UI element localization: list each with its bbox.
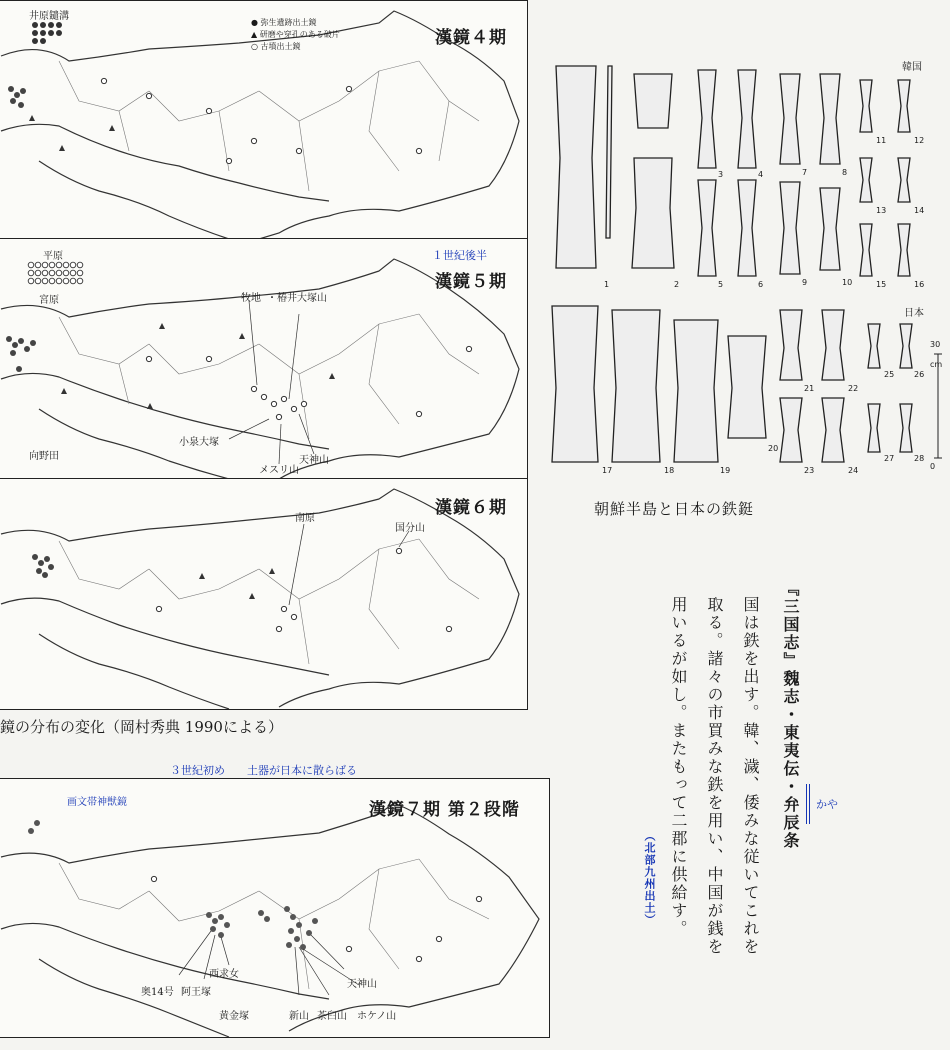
- legend-item-kofun: ○ 古墳出土鏡: [251, 42, 301, 51]
- site-label-koizumi: 小泉大塚: [179, 437, 219, 448]
- ingot-number: 7: [802, 168, 808, 177]
- legend-item-yayoi: ● 弥生遺跡出土鏡: [251, 18, 317, 27]
- iron-ingot-figure: [538, 58, 948, 478]
- ingot-number: 25: [884, 370, 895, 379]
- bencheng-marker: [806, 784, 810, 824]
- quote-source: 『三国志』魏志・東夷伝・弁辰条: [781, 580, 800, 850]
- site-label-aou: 阿王塚: [181, 987, 211, 998]
- site-label-minamihara: 南原: [295, 513, 315, 524]
- ingot-number: 21: [804, 384, 815, 393]
- han7-date-note: ３世紀初め 土器が日本に散らばる: [170, 764, 357, 777]
- han7-mirror-type-note: 画文帯神獣鏡: [67, 797, 127, 808]
- panel-title-han5: 漢鏡５期: [435, 272, 507, 292]
- map-panel-han5: [0, 238, 528, 480]
- site-label-miyahara: 宮原: [39, 295, 59, 306]
- site-label-mezuri: メスリ山: [259, 465, 299, 476]
- ingot-number: 1: [604, 280, 610, 289]
- ingot-number: 14: [914, 206, 925, 215]
- ingot-number: 27: [884, 454, 895, 463]
- ingot-number: 3: [718, 170, 724, 179]
- ingot-drawings: [538, 58, 948, 478]
- site-label-tenjinyama-5: 天神山: [299, 455, 329, 466]
- site-label-tsubai: ・椿井大塚山: [267, 293, 327, 304]
- site-label-kokubu: 国分山: [395, 523, 425, 534]
- site-label-oku14: 奥14号: [141, 987, 174, 998]
- ingot-caption: 朝鮮半島と日本の鉄鋌: [594, 500, 755, 518]
- korea-label: 韓国: [902, 62, 922, 73]
- ingot-number: 18: [664, 466, 675, 475]
- ingot-number: 26: [914, 370, 925, 379]
- panel-title-han6: 漢鏡６期: [435, 498, 507, 518]
- ingot-number: 19: [720, 466, 731, 475]
- site-label-koganezuka: 黄金塚: [219, 1011, 249, 1022]
- han5-date-note: １世紀後半: [432, 249, 487, 262]
- ingot-number: 10: [842, 278, 853, 287]
- ingot-number: 6: [758, 280, 764, 289]
- ingot-number: 15: [876, 280, 887, 289]
- panel-title-han7: 漢鏡７期 第２段階: [369, 800, 520, 820]
- map-panel-han7: [0, 778, 550, 1038]
- scale-unit: cm: [930, 360, 943, 369]
- site-label-mukaino: 向野田: [29, 451, 59, 462]
- kaya-reading: かや: [816, 798, 838, 811]
- ingot-number: 16: [914, 280, 925, 289]
- ingot-number: 28: [914, 454, 925, 463]
- ingot-number: 4: [758, 170, 764, 179]
- legend-item-fragment: ▲ 研磨や穿孔のある破片: [251, 30, 340, 39]
- map-caption: 鏡の分布の変化（岡村秀典 1990による）: [0, 718, 283, 736]
- ingot-number: 9: [802, 278, 808, 287]
- ingot-number: 20: [768, 444, 779, 453]
- kita-kyushu-note: （北部九州出土）: [643, 830, 656, 926]
- map-panel-han4: [0, 0, 528, 240]
- scale-bottom: 0: [930, 462, 936, 471]
- panel-title-han4: 漢鏡４期: [435, 28, 507, 48]
- ingot-number: 22: [848, 384, 859, 393]
- site-label-chausu: 茶臼山: [317, 1011, 347, 1022]
- quote-line-3: 用いるが如し。またもって二郡に供給す。: [669, 596, 688, 938]
- site-label-heigen: 平原: [43, 251, 63, 262]
- iwara-mirror-dots: [31, 21, 71, 51]
- japan-label: 日本: [904, 308, 924, 319]
- quote-line-1: 国は鉄を出す。韓、濊、倭みな従いてこれを: [741, 596, 760, 956]
- site-label-nishimotome: 西求女: [209, 969, 239, 980]
- ingot-number: 8: [842, 168, 848, 177]
- site-label-iwara: 井原鑓溝: [29, 11, 69, 22]
- quote-line-2: 取る。諸々の市買みな鉄を用い、中国が銭を: [705, 596, 724, 956]
- site-label-makimuki: 牧地: [241, 293, 261, 304]
- ingot-number: 11: [876, 136, 887, 145]
- scale-top: 30: [930, 340, 941, 349]
- heigen-mirror-circles: [27, 261, 97, 287]
- site-label-hokenoyama: ホケノ山: [357, 1011, 397, 1022]
- ingot-number: 12: [914, 136, 925, 145]
- ingot-number: 23: [804, 466, 815, 475]
- ingot-number: 2: [674, 280, 680, 289]
- ingot-number: 17: [602, 466, 613, 475]
- ingot-number: 5: [718, 280, 724, 289]
- map-panel-han6: [0, 478, 528, 710]
- ingot-number: 24: [848, 466, 859, 475]
- site-label-shinyama: 新山: [289, 1011, 309, 1022]
- site-label-tenjinyama-7: 天神山: [347, 979, 377, 990]
- ingot-number: 13: [876, 206, 887, 215]
- map-legend: [251, 17, 340, 53]
